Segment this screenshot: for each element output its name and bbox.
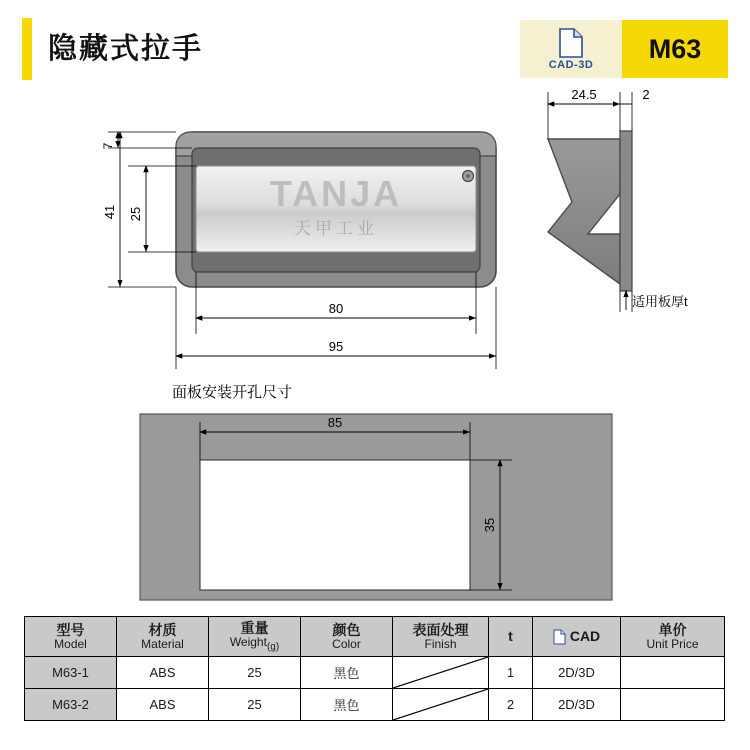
th-material xyxy=(117,617,209,657)
th-finish-en: Finish xyxy=(424,636,457,651)
model-code: M63 xyxy=(648,33,702,64)
dim-25: 25 xyxy=(128,206,143,222)
dim-24-5: 24.5 xyxy=(571,87,597,102)
th-weight xyxy=(209,617,301,657)
watermark-brand-cn: 天甲工业 xyxy=(294,219,378,238)
spec-table xyxy=(24,616,725,721)
cad-file-icon xyxy=(553,629,566,645)
cell-cad[interactable]: 2D/3D xyxy=(533,657,621,689)
dim-35: 35 xyxy=(482,517,497,533)
th-unit-price xyxy=(621,617,725,657)
cell-finish xyxy=(393,689,489,721)
cell-material: ABS xyxy=(117,657,209,689)
page-header xyxy=(0,18,750,80)
front-view xyxy=(101,132,496,369)
cutout-title: 面板安装开孔尺寸 xyxy=(172,384,293,401)
cell-cad[interactable]: 2D/3D xyxy=(533,689,621,721)
th-model-en: Model xyxy=(54,636,87,651)
model-code-box xyxy=(622,20,728,78)
cell-material: ABS xyxy=(117,689,209,721)
cell-t: 1 xyxy=(489,657,533,689)
note-panel-thickness: 适用板厚t xyxy=(632,294,688,309)
cell-color: 黑色 xyxy=(301,657,393,689)
drawing-canvas xyxy=(0,84,750,614)
cell-finish xyxy=(393,657,489,689)
th-color-cn: 颜色 xyxy=(332,621,361,638)
th-material-en: Material xyxy=(141,636,184,651)
cad-badge-label: CAD-3D xyxy=(548,58,594,71)
dim-2: 2 xyxy=(642,87,650,102)
cell-weight: 25 xyxy=(209,657,301,689)
page-title: 隐藏式拉手 xyxy=(48,33,204,65)
dim-41: 41 xyxy=(102,204,117,220)
th-unit-price-en: Unit Price xyxy=(646,636,699,651)
th-finish xyxy=(393,617,489,657)
th-t-label: t xyxy=(508,628,513,645)
dim-7: 7 xyxy=(101,142,115,150)
th-unit-price-cn: 单价 xyxy=(658,621,687,638)
dim-80: 80 xyxy=(328,301,344,316)
side-view xyxy=(548,87,688,312)
watermark-brand: TANJA xyxy=(269,173,403,214)
cell-unit-price xyxy=(621,689,725,721)
th-weight-en xyxy=(209,636,300,653)
table-row xyxy=(25,689,725,721)
cell-t: 2 xyxy=(489,689,533,721)
cad-file-icon xyxy=(558,28,584,58)
th-model-cn: 型号 xyxy=(56,621,85,638)
dim-85: 85 xyxy=(327,415,343,430)
th-color xyxy=(301,617,393,657)
th-model xyxy=(25,617,117,657)
dim-95: 95 xyxy=(328,339,344,354)
cell-color: 黑色 xyxy=(301,689,393,721)
table-header-row xyxy=(25,617,725,657)
th-finish-cn: 表面处理 xyxy=(412,621,469,638)
cell-unit-price xyxy=(621,657,725,689)
th-weight-cn: 重量 xyxy=(240,620,269,636)
th-t xyxy=(489,617,533,657)
th-weight-en-text: Weight xyxy=(229,635,267,650)
cell-model: M63-2 xyxy=(25,689,117,721)
th-weight-unit: (g) xyxy=(266,641,280,653)
cell-model: M63-1 xyxy=(25,657,117,689)
th-cad-label: CAD xyxy=(569,628,601,645)
table-row xyxy=(25,657,725,689)
th-color-en: Color xyxy=(332,636,361,651)
th-cad xyxy=(533,617,621,657)
header-accent-bar xyxy=(22,18,32,80)
cell-weight: 25 xyxy=(209,689,301,721)
th-material-cn: 材质 xyxy=(148,621,177,638)
technical-drawing xyxy=(0,84,750,614)
cutout-view xyxy=(140,383,612,600)
cad-3d-badge[interactable] xyxy=(520,20,622,78)
